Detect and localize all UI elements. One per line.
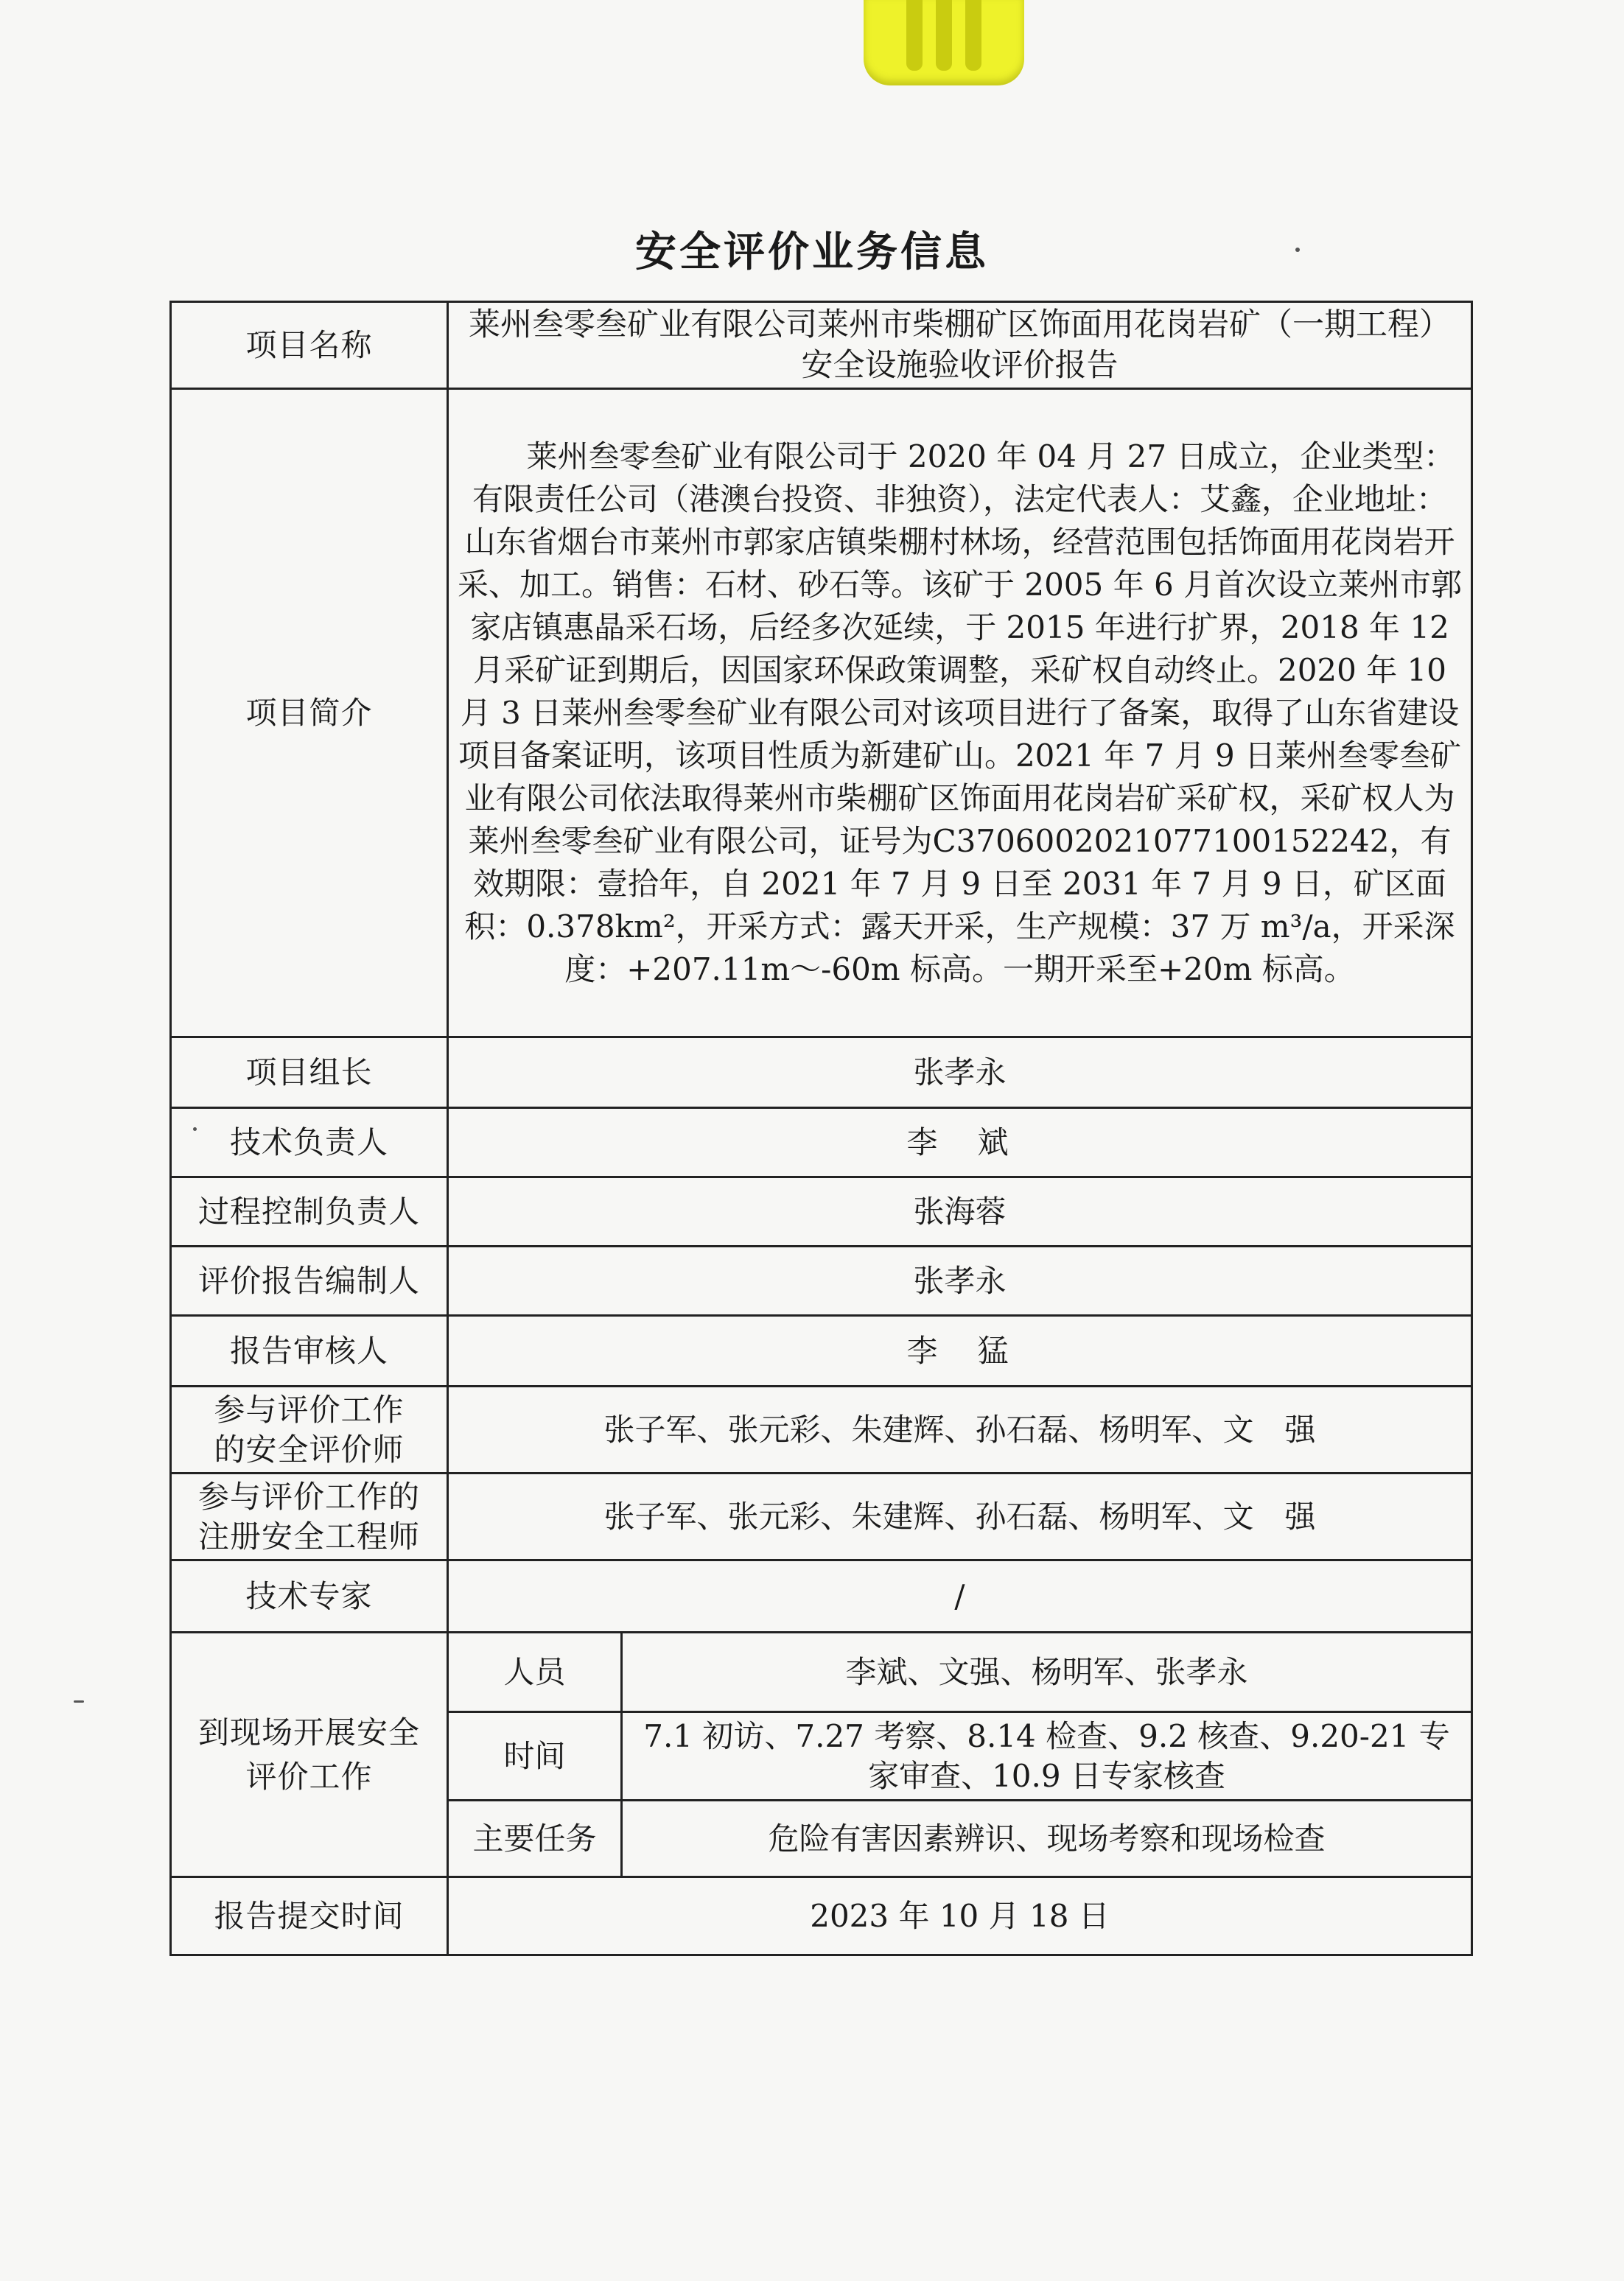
evaluators-label: 参与评价工作的安全评价师 bbox=[171, 1387, 448, 1474]
submit-time-value: 2023 年 10 月 18 日 bbox=[448, 1877, 1472, 1955]
project-name-label: 项目名称 bbox=[171, 302, 448, 389]
row-process-lead bbox=[171, 1177, 1472, 1247]
scan-speck bbox=[74, 1700, 84, 1703]
report-author-label: 评价报告编制人 bbox=[171, 1247, 448, 1316]
row-submit-time bbox=[171, 1877, 1472, 1955]
page-title: 安全评价业务信息 bbox=[635, 228, 989, 276]
engineers-label: 参与评价工作的注册安全工程师 bbox=[171, 1474, 448, 1560]
onsite-time-value: 7.1 初访、7.27 考察、8.14 检查、9.2 核查、9.20-21 专家审查、10.9 日专家核查 bbox=[622, 1712, 1472, 1801]
submit-time-label: 报告提交时间 bbox=[171, 1877, 448, 1955]
row-engineers bbox=[171, 1474, 1472, 1560]
project-intro-value: 莱州叁零叁矿业有限公司于 2020 年 04 月 27 日成立，企业类型：有限责任公司（港澳台投资、非独资），法定代表人：艾鑫，企业地址：山东省烟台市莱州市郭家店镇柴棚村林场，经营范围包括饰面用花岗岩开采、加工。销售：石材、砂石等。该矿于 2005 年 6 月首次设立莱州市郭家店镇惠晶采石场，后经多次延续，于 2015 年进行扩界，2018 年 12 月采矿证到期后，因国家环保政策调整，采矿权自动终止。2020 年 10 月 3 日莱州叁零叁矿业有限公司对该项目进行了备案，取得了山东省建设项目备案证明，该项目性质为新建矿山。2021 年 7 月 9 日莱州叁零叁矿业有限公司依法取得莱州市柴棚矿区饰面用花岗岩矿采矿权，采矿权人为莱州叁零叁矿业有限公司，证号为C3706002021077100152242，有效期限：壹拾年，自 2021 年 7 月 9 日至 2031 年 7 月 9 日，矿区面积：0.378km²，开采方式：露天开采，生产规模：37 万 m³/a，开采深度：+207.11m～-60m 标高。一期开采至+20m 标高。 bbox=[448, 389, 1472, 1037]
report-author-value: 张孝永 bbox=[448, 1247, 1472, 1316]
report-reviewer-value: 李 猛 bbox=[448, 1316, 1472, 1387]
project-name-value: 莱州叁零叁矿业有限公司莱州市柴棚矿区饰面用花岗岩矿（一期工程）安全设施验收评价报告 bbox=[448, 302, 1472, 389]
leader-value: 张孝永 bbox=[448, 1037, 1472, 1108]
row-project-name bbox=[171, 302, 1472, 389]
row-tech-lead bbox=[171, 1108, 1472, 1177]
row-experts bbox=[171, 1560, 1472, 1633]
onsite-tasks-label: 主要任务 bbox=[448, 1801, 622, 1877]
row-evaluators bbox=[171, 1387, 1472, 1474]
row-onsite-personnel bbox=[171, 1633, 1472, 1712]
tech-lead-value: 李 斌 bbox=[448, 1108, 1472, 1177]
evaluators-value: 张子军、张元彩、朱建辉、孙石磊、杨明军、文 强 bbox=[448, 1387, 1472, 1474]
onsite-tasks-value: 危险有害因素辨识、现场考察和现场检查 bbox=[622, 1801, 1472, 1877]
tech-lead-label: 技术负责人 bbox=[171, 1108, 448, 1177]
engineers-value: 张子军、张元彩、朱建辉、孙石磊、杨明军、文 强 bbox=[448, 1474, 1472, 1560]
scan-speck bbox=[1295, 248, 1300, 252]
leader-label: 项目组长 bbox=[171, 1037, 448, 1108]
info-table bbox=[169, 301, 1473, 1956]
scan-speck bbox=[193, 1127, 197, 1131]
onsite-personnel-value: 李斌、文强、杨明军、张孝永 bbox=[622, 1633, 1472, 1712]
experts-label: 技术专家 bbox=[171, 1560, 448, 1633]
row-report-reviewer bbox=[171, 1316, 1472, 1387]
experts-value: / bbox=[448, 1560, 1472, 1633]
process-lead-label: 过程控制负责人 bbox=[171, 1177, 448, 1247]
onsite-personnel-label: 人员 bbox=[448, 1633, 622, 1712]
row-leader bbox=[171, 1037, 1472, 1108]
row-report-author bbox=[171, 1247, 1472, 1316]
onsite-time-label: 时间 bbox=[448, 1712, 622, 1801]
report-reviewer-label: 报告审核人 bbox=[171, 1316, 448, 1387]
row-project-intro bbox=[171, 389, 1472, 1037]
project-intro-label: 项目简介 bbox=[171, 389, 448, 1037]
process-lead-value: 张海蓉 bbox=[448, 1177, 1472, 1247]
onsite-label: 到现场开展安全评价工作 bbox=[171, 1633, 448, 1877]
binder-clip bbox=[864, 0, 1024, 85]
